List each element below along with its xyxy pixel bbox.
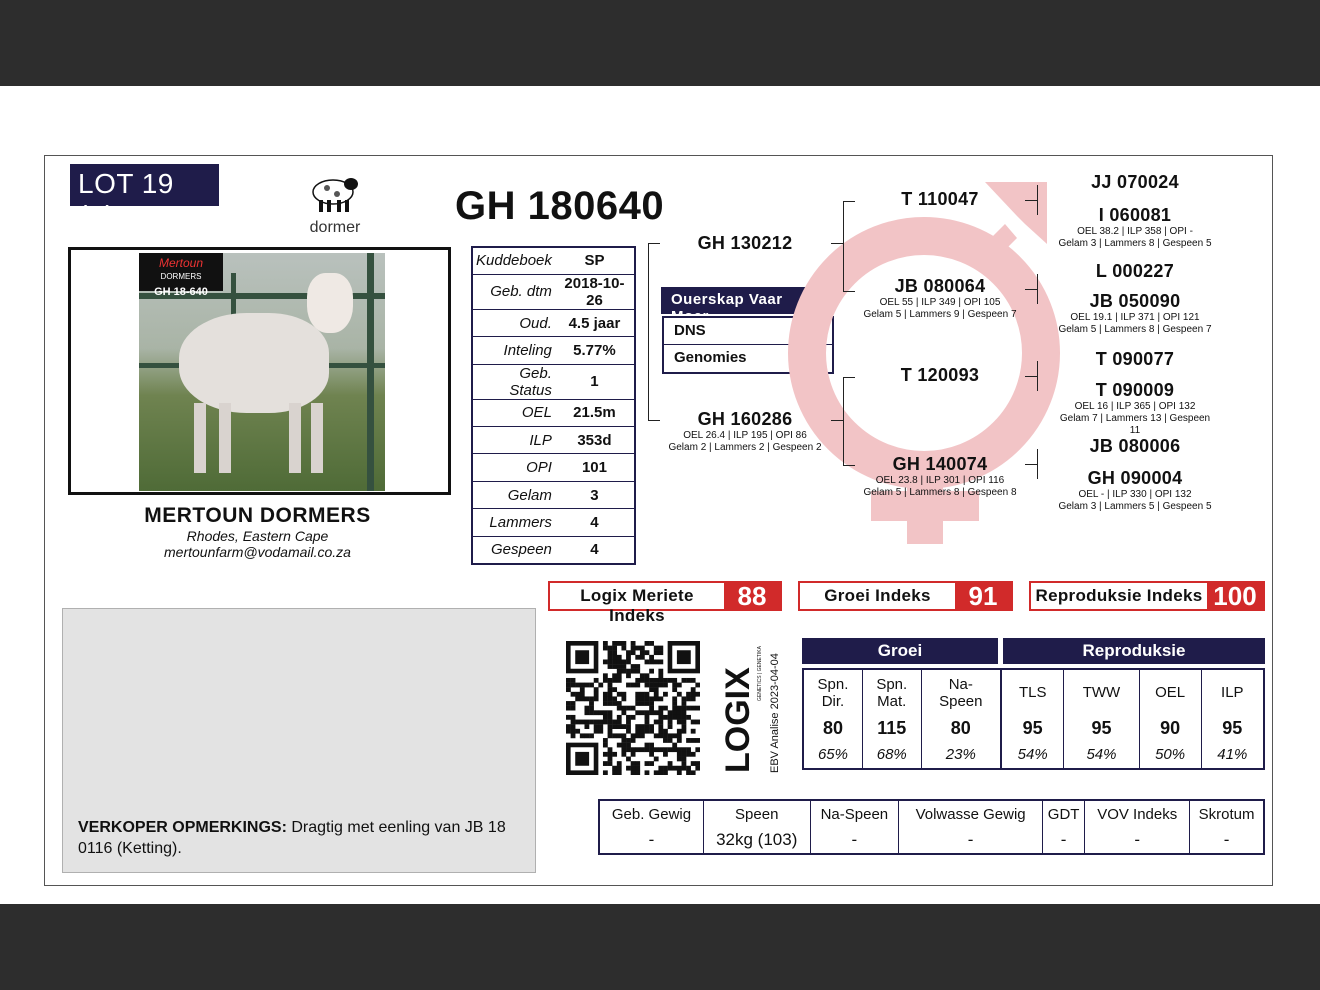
animal-id-title: GH 180640: [455, 184, 665, 228]
info-row: [472, 509, 635, 536]
repro-ebv-accuracy: 54%: [1064, 741, 1139, 769]
pedigree-line: [843, 377, 844, 465]
pedigree-line: [1037, 361, 1038, 391]
pedigree-sd-dam: JB 050090 OEL 19.1 | ILP 371 | OPI 121 Gelam 5 | Lammers 8 | Gespeen 7: [1058, 291, 1212, 335]
logo-text: dormer: [309, 219, 361, 236]
info-label: Inteling: [472, 337, 555, 364]
info-label: Gespeen: [472, 536, 555, 563]
info-label: OPI: [472, 454, 555, 481]
info-row: [472, 337, 635, 364]
info-row: [472, 309, 635, 336]
repro-ebv-accuracy: 54%: [1001, 741, 1064, 769]
info-row: [472, 274, 635, 309]
repro-index-label: Reproduksie Indeks: [1035, 586, 1203, 605]
weight-header: VOV Indeks: [1085, 800, 1190, 827]
growth-index-box: [798, 581, 1013, 611]
svg-text:LOGIX: LOGIX: [719, 667, 757, 773]
info-value: 2018-10-26: [555, 274, 635, 309]
photo-tag: Mertoun DORMERS GH 18-640: [139, 253, 223, 291]
pedigree-line: [843, 201, 855, 202]
parentage-dns: DNS: [664, 318, 832, 345]
pedigree-line: [1025, 376, 1037, 377]
ebv-accuracy-row: [1001, 741, 1264, 769]
info-row: [472, 364, 635, 399]
repro-header-line1: ILP: [1221, 684, 1244, 701]
growth-header-line2: Speen: [939, 692, 983, 710]
qr-code[interactable]: [566, 641, 700, 775]
repro-ebv-value: 95: [1064, 715, 1139, 741]
repro-ebv-table: [1000, 668, 1265, 770]
farm-info: [135, 504, 380, 560]
growth-ebv-header: [921, 669, 1001, 715]
weights-table: [598, 799, 1265, 855]
growth-header-line1: Spn.: [876, 675, 908, 693]
pedigree-dam-sire: T 120093: [900, 365, 980, 385]
repro-header-line1: OEL: [1155, 684, 1186, 701]
repro-ebv-header: [1064, 669, 1139, 715]
pedigree-line: [843, 291, 855, 292]
info-label: Lammers: [472, 509, 555, 536]
weights-header-row: [599, 800, 1264, 827]
pedigree-dd-sire: JB 080006: [1089, 436, 1181, 456]
info-value: 3: [555, 481, 635, 508]
ebv-header-row: [1001, 669, 1264, 715]
pedigree-sd-sire: L 000227: [1095, 261, 1175, 281]
pedigree-ss-dam: I 060081 OEL 38.2 | ILP 358 | OPI - Gelam 3 | Lammers 8 | Gespeen 5: [1058, 205, 1212, 249]
weight-header: Volwasse Gewig: [899, 800, 1043, 827]
growth-ebv-header: [803, 669, 862, 715]
pedigree-dam: GH 160286 OEL 26.4 | ILP 195 | OPI 86 Gelam 2 | Lammers 2 | Gespeen 2: [668, 409, 822, 453]
growth-header-line1: Na-: [948, 675, 973, 693]
pedigree-line: [843, 465, 855, 466]
svg-text:GENETICS | GENETIKA: GENETICS | GENETIKA: [757, 646, 763, 701]
pedigree-ds-dam: T 090009 OEL 16 | ILP 365 | OPI 132 Gelam 7 | Lammers 13 | Gespeen 11: [1059, 380, 1211, 436]
pedigree-line: [831, 420, 843, 421]
pedigree-line: [648, 243, 649, 420]
ebv-accuracy-row: [803, 741, 1001, 769]
repro-ebv-header: [1201, 669, 1264, 715]
merit-index-label: Logix Meriete Indeks: [580, 586, 694, 625]
info-label: Gelam: [472, 481, 555, 508]
repro-ebv-header: [1139, 669, 1201, 715]
pedigree-sire-sire: T 110047: [901, 189, 979, 209]
info-value: SP: [555, 247, 635, 274]
info-label: Oud.: [472, 309, 555, 336]
growth-ebv-accuracy: 23%: [921, 741, 1001, 769]
info-label: Geb. Status: [472, 364, 555, 399]
lot-sheet-page: [0, 86, 1320, 904]
repro-header-line1: TWW: [1082, 684, 1121, 701]
lot-badge: LOT 19 (F): [70, 164, 219, 206]
bottom-bar: [0, 904, 1320, 990]
pedigree-line: [648, 420, 660, 421]
info-value: 5.77%: [555, 337, 635, 364]
seller-remarks: [62, 608, 536, 873]
weights-value-row: [599, 827, 1264, 854]
pedigree-line: [831, 243, 843, 244]
growth-header-line2: Dir.: [821, 692, 845, 710]
weight-value: -: [1190, 827, 1264, 854]
weight-value: -: [810, 827, 899, 854]
info-row: [472, 247, 635, 274]
repro-ebv-value: 90: [1139, 715, 1201, 741]
pedigree-line: [1037, 274, 1038, 304]
repro-section-header: Reproduksie: [1003, 638, 1265, 664]
growth-ebv-header: [862, 669, 921, 715]
parentage-genomics: Genomies: [674, 349, 747, 366]
parentage-header: Ouerskap Vaar Moer: [661, 287, 834, 314]
ebv-header-row: [803, 669, 1001, 715]
ebv-value-row: [1001, 715, 1264, 741]
growth-index-label: Groei Indeks: [824, 586, 931, 605]
repro-ebv-header: [1001, 669, 1064, 715]
repro-ebv-value: 95: [1201, 715, 1264, 741]
pedigree-line: [843, 201, 844, 291]
repro-ebv-accuracy: 50%: [1139, 741, 1201, 769]
animal-info-table: [471, 246, 636, 565]
growth-ebv-accuracy: 68%: [862, 741, 921, 769]
remarks-label: VERKOPER OPMERKINGS:: [78, 819, 287, 836]
pedigree-line: [1025, 464, 1037, 465]
sheep-logo-icon: [307, 170, 363, 214]
logix-wordmark-icon: [717, 641, 782, 776]
weight-header: GDT: [1043, 800, 1085, 827]
info-label: Geb. dtm: [472, 274, 555, 309]
dormer-logo: [300, 170, 370, 237]
pedigree-dd-dam: GH 090004 OEL - | ILP 330 | OPI 132 Gelam 3 | Lammers 5 | Gespeen 5: [1058, 468, 1212, 512]
weight-value: -: [1043, 827, 1085, 854]
qr-code-icon: [566, 641, 700, 775]
growth-ebv-value: 80: [921, 715, 1001, 741]
farm-location: Rhodes, Eastern Cape: [186, 528, 329, 544]
info-value: 21.5m: [555, 399, 635, 426]
growth-header-line2: Mat.: [877, 692, 907, 710]
weight-header: Geb. Gewig: [599, 800, 703, 827]
info-value: 1: [555, 364, 635, 399]
weight-value: -: [1085, 827, 1190, 854]
info-label: OEL: [472, 399, 555, 426]
info-row: [472, 536, 635, 563]
top-bar: [0, 0, 1320, 86]
growth-ebv-table: [802, 668, 1002, 770]
pedigree-line: [843, 377, 855, 378]
info-label: ILP: [472, 427, 555, 454]
logix-logo: [717, 641, 782, 776]
weight-value: -: [899, 827, 1043, 854]
repro-index-box: [1029, 581, 1265, 611]
repro-index-value: 100: [1207, 583, 1263, 609]
weight-value: -: [599, 827, 703, 854]
weight-header: Skrotum: [1190, 800, 1264, 827]
farm-name: MERTOUN DORMERS: [144, 504, 371, 527]
growth-section-header: Groei: [802, 638, 998, 664]
merit-index-value: 88: [724, 583, 780, 609]
pedigree-ds-sire: T 090077: [1095, 349, 1175, 369]
info-value: 4: [555, 536, 635, 563]
weight-value: 32kg (103): [703, 827, 810, 854]
growth-ebv-value: 115: [862, 715, 921, 741]
lot-card: [44, 155, 1273, 886]
info-label: Kuddeboek: [472, 247, 555, 274]
pedigree-sire-dam: JB 080064 OEL 55 | ILP 349 | OPI 105 Gelam 5 | Lammers 9 | Gespeen 7: [863, 276, 1017, 320]
svg-text:EBV Analise 2023-04-04: EBV Analise 2023-04-04: [769, 653, 781, 773]
pedigree-line: [1037, 449, 1038, 479]
pedigree-sire: GH 130212: [697, 233, 793, 253]
ebv-value-row: [803, 715, 1001, 741]
info-value: 101: [555, 454, 635, 481]
repro-ebv-value: 95: [1001, 715, 1064, 741]
growth-ebv-value: 80: [803, 715, 862, 741]
growth-header-line1: Spn.: [817, 675, 849, 693]
info-value: 4: [555, 509, 635, 536]
repro-header-line1: TLS: [1018, 684, 1047, 701]
weight-header: Na-Speen: [810, 800, 899, 827]
sheep-photo: [139, 253, 385, 491]
growth-index-value: 91: [955, 583, 1011, 609]
repro-ebv-accuracy: 41%: [1201, 741, 1264, 769]
info-value: 4.5 jaar: [555, 309, 635, 336]
info-row: [472, 399, 635, 426]
info-value: 353d: [555, 427, 635, 454]
growth-ebv-accuracy: 65%: [803, 741, 862, 769]
photo-frame: [68, 247, 451, 495]
merit-index-box: [548, 581, 782, 625]
weight-header: Speen: [703, 800, 810, 827]
info-row: [472, 427, 635, 454]
pedigree-ss-sire: JJ 070024: [1091, 172, 1179, 192]
info-row: [472, 454, 635, 481]
info-row: [472, 481, 635, 508]
pedigree-line: [1025, 289, 1037, 290]
pedigree-line: [1025, 200, 1037, 201]
remarks-text: Dragtig met eenling van JB 18 0116 (Ketting).: [78, 819, 506, 857]
pedigree-dam-dam: GH 140074 OEL 23.8 | ILP 301 | OPI 116 Gelam 5 | Lammers 8 | Gespeen 8: [863, 454, 1017, 498]
farm-email: mertounfarm@vodamail.co.za: [164, 544, 351, 560]
pedigree-line: [1037, 185, 1038, 215]
pedigree-line: [648, 243, 660, 244]
